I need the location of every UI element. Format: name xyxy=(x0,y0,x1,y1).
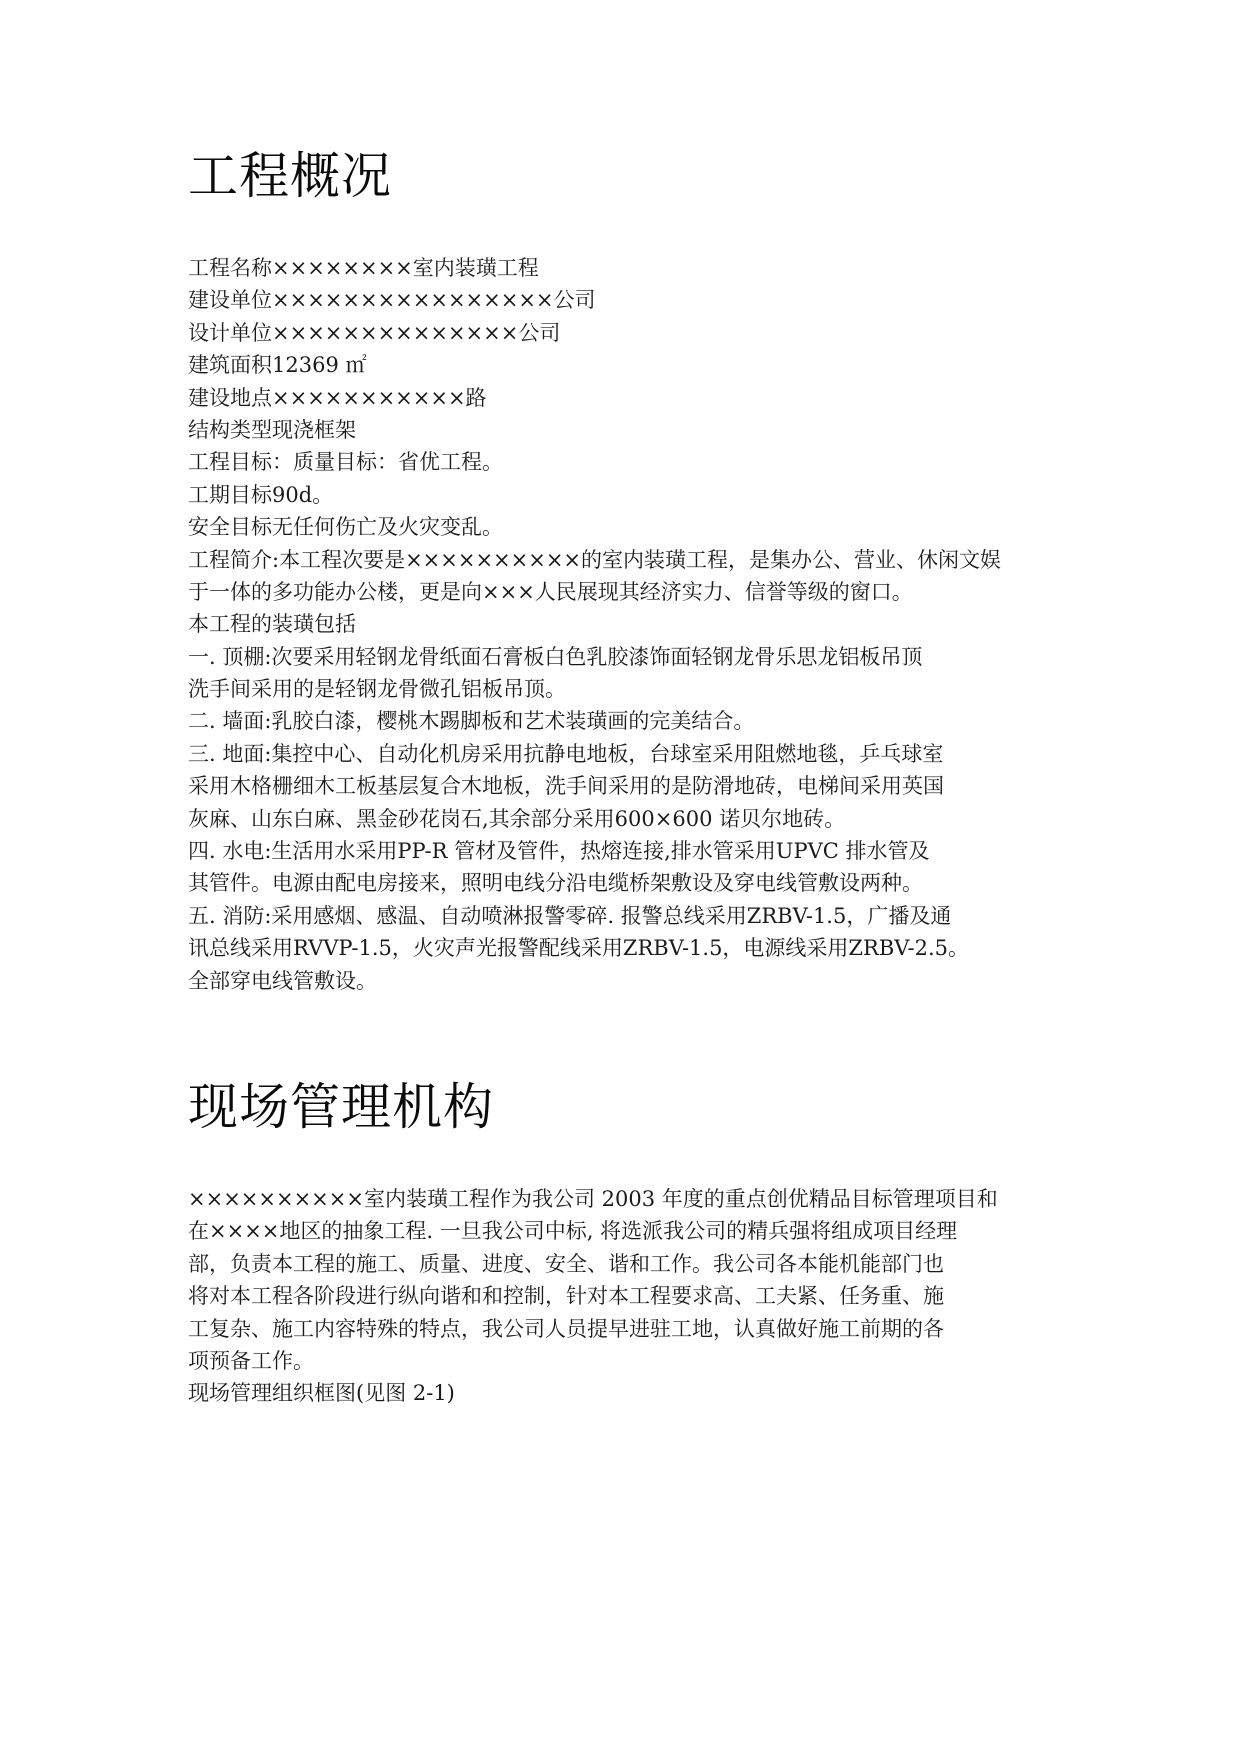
text-line: 五. 消防:采用感烟、感温、自动喷淋报警零碎. 报警总线采用ZRBV-1.5，广播及通 xyxy=(188,903,952,928)
text-line: 在××××地区的抽象工程. 一旦我公司中标, 将选派我公司的精兵强将组成项目经理 xyxy=(188,1219,958,1244)
text-line: 将对本工程各阶段进行纵向谐和和控制，针对本工程要求高、工夫紧、任务重、施 xyxy=(188,1284,944,1309)
text-line: 工程简介:本工程次要是××××××××××的室内装璜工程，是集办公、营业、休闲文娱 xyxy=(188,547,1002,572)
text-line: 工期目标90d。 xyxy=(188,482,334,507)
text-line: 部，负责本工程的施工、质量、进度、安全、谐和工作。我公司各本能机能部门也 xyxy=(188,1251,944,1276)
text-line: 三. 地面:集控中心、自动化机房采用抗静电地板，台球室采用阻燃地毯，乒乓球室 xyxy=(188,741,944,766)
text-line: 其管件。电源由配电房接来，照明电线分沿电缆桥架敷设及穿电线管敷设两种。 xyxy=(188,871,923,896)
text-line: 本工程的装璜包括 xyxy=(188,612,356,637)
text-line: 于一体的多功能办公楼，更是向×××人民展现其经济实力、信誉等级的窗口。 xyxy=(188,579,913,604)
text-line: 建设地点×××××××××××路 xyxy=(188,385,487,410)
text-line: 工复杂、施工内容特殊的特点，我公司人员提早进驻工地，认真做好施工前期的各 xyxy=(188,1316,944,1341)
section-heading-project-overview: 工程概况 xyxy=(188,147,392,205)
project-overview-body xyxy=(188,252,1068,997)
text-line: 讯总线采用RVVP-1.5，火灾声光报警配线采用ZRBV-1.5，电源线采用ZRBV-2.5。 xyxy=(188,936,969,961)
text-line: 设计单位××××××××××××××公司 xyxy=(188,320,561,345)
text-line: 洗手间采用的是轻钢龙骨微孔铝板吊顶。 xyxy=(188,677,566,702)
text-line: 安全目标无任何伤亡及火灾变乱。 xyxy=(188,515,503,540)
text-line: 二. 墙面:乳胶白漆，樱桃木踢脚板和艺术装璜画的完美结合。 xyxy=(188,709,755,734)
text-line: 项预备工作。 xyxy=(188,1348,314,1373)
text-line: 灰麻、山东白麻、黑金砂花岗石,其余部分采用600×600 诺贝尔地砖。 xyxy=(188,806,846,831)
text-line: 结构类型现浇框架 xyxy=(188,417,356,442)
section-heading-site-management: 现场管理机构 xyxy=(188,1078,494,1136)
text-line: 建筑面积12369 ㎡ xyxy=(188,353,367,378)
site-management-body xyxy=(188,1183,1068,1410)
text-line: 一. 顶棚:次要采用轻钢龙骨纸面石膏板白色乳胶漆饰面轻钢龙骨乐思龙铝板吊顶 xyxy=(188,644,923,669)
text-line: 采用木格栅细木工板基层复合木地板，洗手间采用的是防滑地砖，电梯间采用英国 xyxy=(188,774,944,799)
text-line: 现场管理组织框图(见图 2-1) xyxy=(188,1381,455,1406)
text-line: 工程名称××××××××室内装璜工程 xyxy=(188,256,539,280)
text-line: 四. 水电:生活用水采用PP-R 管材及管件，热熔连接,排水管采用UPVC 排水管及 xyxy=(188,839,930,864)
text-line: 全部穿电线管敷设。 xyxy=(188,968,377,993)
text-line: 建设单位××××××××××××××××公司 xyxy=(188,288,596,313)
text-line: ××××××××××室内装璜工程作为我公司 2003 年度的重点创优精品目标管理项目和 xyxy=(188,1187,998,1211)
text-line: 工程目标：质量目标：省优工程。 xyxy=(188,450,503,475)
